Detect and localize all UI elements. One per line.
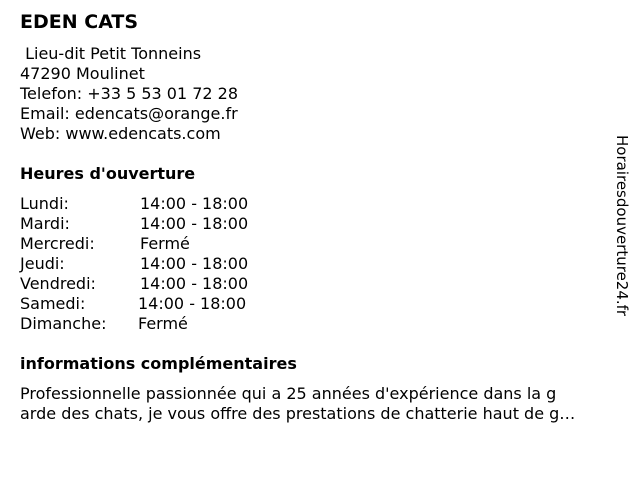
time-value: 14:00 - 18:00 [140,274,249,293]
time-value: Fermé [140,234,190,253]
email-line: Email: edencats@orange.fr [20,104,238,123]
day-label: Jeudi: [20,254,65,273]
day-label: Dimanche: [20,314,107,333]
address-street: Lieu-dit Petit Tonneins [20,44,202,63]
site-watermark: Horairesdouverture24.fr [613,135,631,317]
time-value: 14:00 - 18:00 [140,194,249,213]
web-line: Web: www.edencats.com [20,124,221,143]
business-name: EDEN CATS [20,11,139,33]
additional-info-heading: informations complémentaires [20,354,297,373]
address-city: 47290 Moulinet [20,64,145,83]
time-value: 14:00 - 18:00 [138,294,247,313]
opening-hours-heading: Heures d'ouverture [20,164,196,183]
additional-info-text [20,384,575,424]
time-value: 14:00 - 18:00 [140,254,249,273]
time-value: Fermé [138,314,188,333]
time-value: 14:00 - 18:00 [140,214,249,233]
day-label: Mardi: [20,214,70,233]
day-label: Vendredi: [20,274,96,293]
day-label: Samedi: [20,294,86,313]
phone-line: Telefon: +33 5 53 01 72 28 [20,84,239,103]
day-label: Lundi: [20,194,69,213]
info-line: arde des chats, je vous offre des prestations de chatterie haut de g… [20,404,576,423]
info-line: Professionnelle passionnée qui a 25 années d'expérience dans la g [20,384,557,403]
day-label: Mercredi: [20,234,95,253]
contact-block [20,44,238,144]
